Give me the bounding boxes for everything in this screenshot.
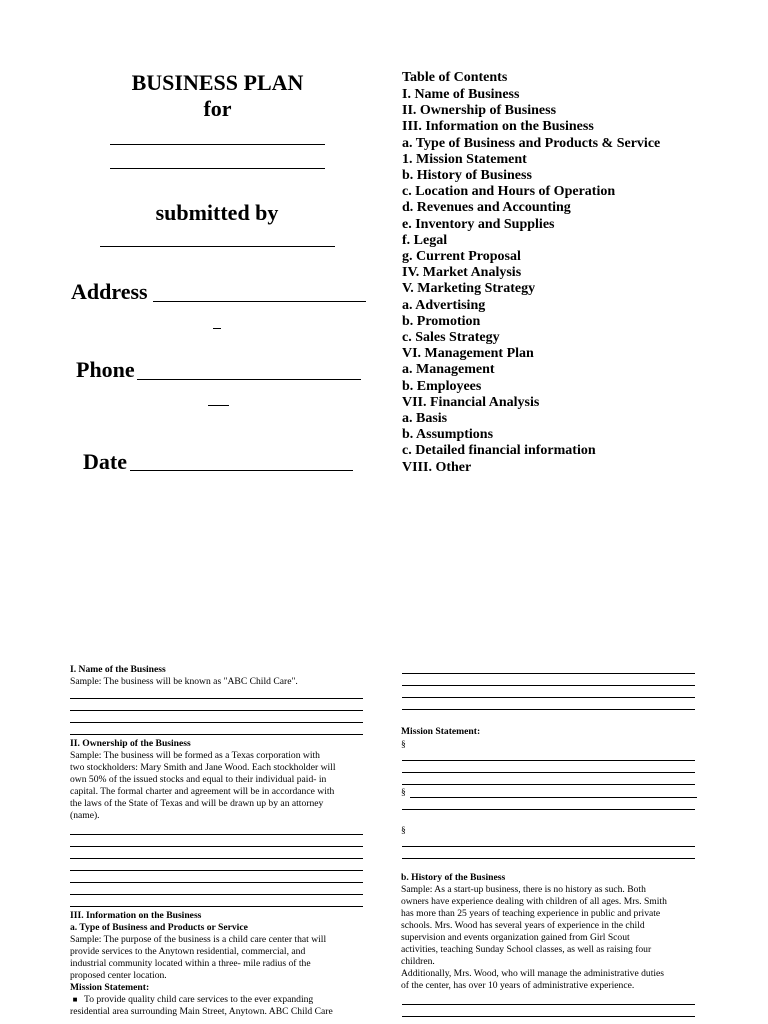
bullet-continuation: residential area surrounding Main Street, Anytown. ABC Child Care (70, 1006, 333, 1017)
answer-line[interactable] (70, 698, 363, 699)
history-line: supervision and events organization gained from Girl Scout (401, 932, 630, 943)
toc-item[interactable]: c. Location and Hours of Operation (402, 184, 616, 200)
answer-line[interactable] (402, 784, 695, 785)
answer-line[interactable] (402, 673, 695, 674)
answer-line[interactable] (402, 697, 695, 698)
toc-item[interactable]: VII. Financial Analysis (402, 394, 540, 410)
toc-item[interactable]: a. Management (402, 362, 495, 378)
section-mark-icon: § (401, 787, 406, 798)
bullet-item (70, 994, 370, 1006)
answer-line[interactable] (70, 834, 363, 835)
answer-line[interactable] (70, 710, 363, 711)
answer-line[interactable] (402, 685, 695, 686)
section-3-line: proposed center location. (70, 970, 167, 981)
toc-item[interactable]: d. Revenues and Accounting (402, 200, 571, 216)
answer-line[interactable] (402, 772, 695, 773)
toc-item[interactable]: VI. Management Plan (402, 346, 534, 362)
section-3-heading: III. Information on the Business (70, 910, 202, 921)
answer-line[interactable] (402, 1004, 695, 1005)
answer-line[interactable] (402, 809, 695, 810)
toc-item[interactable]: V. Marketing Strategy (402, 281, 536, 297)
history-line: owners have experience dealing with children of all ages. Mrs. Smith (401, 896, 667, 907)
answer-line[interactable] (70, 870, 363, 871)
toc-item[interactable]: e. Inventory and Supplies (402, 216, 555, 232)
toc-item[interactable]: g. Current Proposal (402, 249, 521, 265)
answer-line[interactable] (70, 894, 363, 895)
mission-heading-left: Mission Statement: (70, 982, 150, 993)
answer-line[interactable] (402, 858, 695, 859)
section-2-heading: II. Ownership of the Business (70, 738, 191, 749)
toc-item[interactable]: a. Basis (402, 411, 448, 427)
history-heading: b. History of the Business (401, 872, 506, 883)
section-2-line: (name). (70, 810, 100, 821)
answer-line[interactable] (402, 760, 695, 761)
section-3-subheading: a. Type of Business and Products or Service (70, 922, 248, 933)
date-label: Date (83, 449, 127, 474)
answer-line[interactable] (402, 846, 695, 847)
toc-item[interactable]: II. Ownership of Business (402, 103, 557, 119)
toc-item[interactable]: c. Sales Strategy (402, 330, 500, 346)
answer-line[interactable] (402, 709, 695, 710)
toc-item[interactable]: a. Type of Business and Products & Service (402, 135, 661, 151)
history-line: of the center, has over 10 years of administrative experience. (401, 980, 635, 991)
section-2-line: the laws of the State of Texas and will be drawn up by an attorney (70, 798, 324, 809)
toc-item[interactable]: b. History of Business (402, 168, 532, 184)
answer-line[interactable] (410, 797, 697, 798)
cover-submitter-line[interactable] (100, 246, 335, 247)
address-label: Address (71, 279, 148, 304)
answer-line[interactable] (70, 734, 363, 735)
cover-submitted-by: submitted by (155, 200, 279, 225)
answer-line[interactable] (70, 882, 363, 883)
answer-line[interactable] (70, 722, 363, 723)
table-of-contents (402, 70, 732, 476)
section-3 (70, 910, 370, 1018)
section-2 (70, 738, 370, 822)
section-1-text: Sample: The business will be known as "ABC Child Care". (70, 676, 298, 687)
section-2-line: Sample: The business will be formed as a Texas corporation with (70, 750, 320, 761)
section-1-heading: I. Name of the Business (70, 664, 166, 675)
toc-item[interactable]: b. Assumptions (402, 427, 494, 443)
history-section (401, 872, 701, 992)
toc-item[interactable]: 1. Mission Statement (402, 151, 527, 167)
date-field[interactable] (130, 470, 353, 471)
section-2-line: capital. The formal charter and agreement will be in accordance with (70, 786, 335, 797)
section-3-line: industrial community located within a three- mile radius of the (70, 958, 311, 969)
toc-item[interactable]: c. Detailed financial information (402, 443, 596, 459)
toc-item[interactable]: I. Name of Business (402, 87, 520, 102)
left-column (70, 664, 365, 688)
section-2-line: two stockholders: Mary Smith and Jane Wood. Each stockholder will (70, 762, 336, 773)
answer-line[interactable] (70, 846, 363, 847)
section-3-line: provide services to the Anytown residential, commercial, and (70, 946, 306, 957)
history-line: schools. Mrs. Wood has several years of experience in the child (401, 920, 645, 931)
phone-field[interactable] (137, 379, 361, 380)
address-field[interactable] (153, 301, 366, 302)
history-line: Sample: As a start-up business, there is no history as such. Both (401, 884, 646, 895)
toc-item[interactable]: f. Legal (402, 232, 448, 248)
bullet-square-icon: ■ (72, 995, 78, 1004)
answer-line[interactable] (70, 858, 363, 859)
history-line: activities, teaching Sunday School classes, as well as raising four (401, 944, 652, 955)
section-mark-icon: § (401, 825, 406, 836)
bullet-text: To provide quality child care services to the ever expanding (84, 994, 314, 1005)
phone-label: Phone (76, 357, 135, 382)
mission-heading-right: Mission Statement: (401, 726, 481, 737)
toc-list (402, 87, 732, 476)
cover-for: for (203, 96, 232, 121)
history-line: children. (401, 956, 435, 967)
toc-item[interactable]: b. Promotion (402, 313, 481, 329)
history-line: has more than 25 years of teaching experience in public and private (401, 908, 661, 919)
toc-item[interactable]: VIII. Other (402, 459, 472, 475)
cover-name-line-2[interactable] (110, 168, 325, 169)
toc-item[interactable]: III. Information on the Business (402, 119, 594, 135)
section-3-line: Sample: The purpose of the business is a child care center that will (70, 934, 327, 945)
address-field-continuation (213, 328, 221, 329)
cover-title: BUSINESS PLAN (131, 70, 304, 95)
phone-field-continuation (208, 405, 229, 406)
toc-item[interactable]: IV. Market Analysis (402, 265, 522, 281)
history-line: Additionally, Mrs. Wood, who will manage the administrative duties (401, 968, 665, 979)
answer-line[interactable] (402, 1016, 695, 1017)
answer-line[interactable] (70, 906, 363, 907)
cover-name-line-1[interactable] (110, 144, 325, 145)
section-mark-icon: § (401, 739, 406, 750)
toc-item[interactable]: b. Employees (402, 378, 482, 394)
toc-item[interactable]: a. Advertising (402, 297, 486, 313)
toc-title: Table of Contents (402, 70, 508, 85)
section-2-line: own 50% of the issued stocks and equal to their individual paid- in (70, 774, 327, 785)
